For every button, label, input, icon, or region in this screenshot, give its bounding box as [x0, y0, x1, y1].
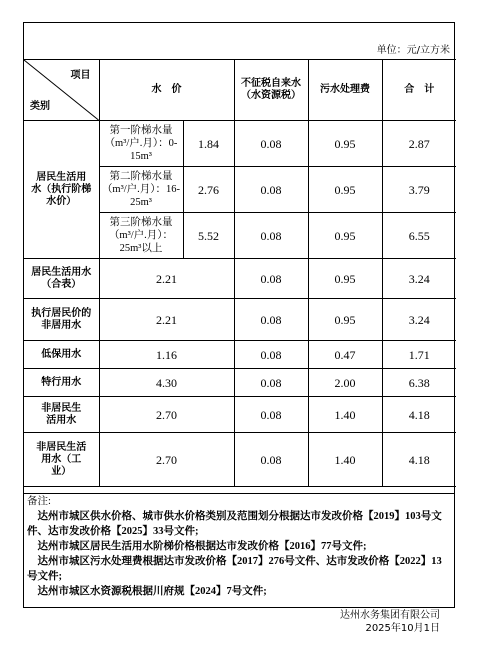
- table-row: [24, 121, 456, 167]
- issue-date: 2025年10月1日: [365, 623, 440, 634]
- water-price-table: [24, 23, 456, 487]
- note-line: 达州市城区居民生活用水阶梯价格根据达市发改价格【2016】77号文件;: [27, 541, 367, 552]
- sewage-fee-value: 0.95: [308, 259, 382, 299]
- table-row: [24, 341, 456, 369]
- header-resource-tax: 不征税自来水（水资源税）: [234, 60, 308, 121]
- price-sheet: [23, 22, 455, 608]
- notes-section: [24, 493, 454, 607]
- header-sewage-fee: 污水处理费: [308, 60, 382, 121]
- header-diagonal-cell: [24, 60, 99, 121]
- sewage-fee-value: 0.47: [308, 341, 382, 369]
- header-category-label: 类别: [30, 101, 50, 112]
- resource-tax-value: 0.08: [234, 433, 308, 487]
- resource-tax-value: 0.08: [234, 213, 308, 259]
- water-price-value: 1.16: [99, 341, 234, 369]
- header-item-label: 项目: [70, 70, 91, 81]
- table-row: [24, 299, 456, 341]
- total-value: 1.71: [382, 341, 456, 369]
- company-name: 达州水务集团有限公司: [340, 610, 440, 621]
- water-price-value: 4.30: [99, 369, 234, 397]
- tier-price: 5.52: [183, 213, 234, 259]
- resource-tax-value: 0.08: [234, 299, 308, 341]
- resource-tax-value: 0.08: [234, 167, 308, 213]
- notes-title: 备注:: [27, 496, 51, 507]
- resource-tax-value: 0.08: [234, 397, 308, 433]
- category-label: 非居民生活用水（工业）: [24, 433, 99, 487]
- tier-label: 第一阶梯水量（m³/户.月）：0-15m³: [99, 121, 183, 167]
- sewage-fee-value: 1.40: [308, 433, 382, 487]
- sewage-fee-value: 0.95: [308, 213, 382, 259]
- note-line: 达州市城区供水价格、城市供水价格类别及范围划分根据达市发改价格【2019】103号文件、达市发改价格【2025】33号文件;: [27, 511, 442, 537]
- category-label: 居民生活用水（合表）: [24, 259, 99, 299]
- header-water-price: 水 价: [99, 60, 234, 121]
- resource-tax-value: 0.08: [234, 121, 308, 167]
- category-label: 特行用水: [24, 369, 99, 397]
- note-line: 达州市城区污水处理费根据达市发改价格【2017】276号文件、达市发改价格【2022】13号文件;: [27, 556, 442, 582]
- note-line: 达州市城区水资源税根据川府规【2024】7号文件;: [27, 586, 267, 597]
- sewage-fee-value: 0.95: [308, 299, 382, 341]
- total-value: 3.24: [382, 299, 456, 341]
- water-price-value: 2.70: [99, 397, 234, 433]
- resource-tax-value: 0.08: [234, 341, 308, 369]
- resource-tax-value: 0.08: [234, 259, 308, 299]
- total-value: 4.18: [382, 433, 456, 487]
- table-row: [24, 369, 456, 397]
- footer: [340, 609, 440, 635]
- total-value: 2.87: [382, 121, 456, 167]
- table-row: [24, 397, 456, 433]
- category-label: 非居民生活用水: [24, 397, 99, 433]
- total-value: 6.55: [382, 213, 456, 259]
- tier-price: 2.76: [183, 167, 234, 213]
- category-tiered: 居民生活用 水（执行阶梯水价）: [24, 121, 99, 259]
- total-value: 4.18: [382, 397, 456, 433]
- sewage-fee-value: 1.40: [308, 397, 382, 433]
- unit-label: 单位：元/立方米: [24, 23, 456, 60]
- total-value: 3.79: [382, 167, 456, 213]
- tier-label: 第三阶梯水量（m³/户.月）：25m³以上: [99, 213, 183, 259]
- sewage-fee-value: 0.95: [308, 167, 382, 213]
- total-value: 6.38: [382, 369, 456, 397]
- table-row: [24, 259, 456, 299]
- water-price-value: 2.21: [99, 259, 234, 299]
- header-total: 合 计: [382, 60, 456, 121]
- resource-tax-value: 0.08: [234, 369, 308, 397]
- total-value: 3.24: [382, 259, 456, 299]
- category-label: 低保用水: [24, 341, 99, 369]
- sewage-fee-value: 0.95: [308, 121, 382, 167]
- tier-price: 1.84: [183, 121, 234, 167]
- water-price-value: 2.70: [99, 433, 234, 487]
- category-label: 执行居民价的非居用水: [24, 299, 99, 341]
- water-price-value: 2.21: [99, 299, 234, 341]
- table-row: [24, 433, 456, 487]
- tier-label: 第二阶梯水量（m³/户.月）：16-25m³: [99, 167, 183, 213]
- sewage-fee-value: 2.00: [308, 369, 382, 397]
